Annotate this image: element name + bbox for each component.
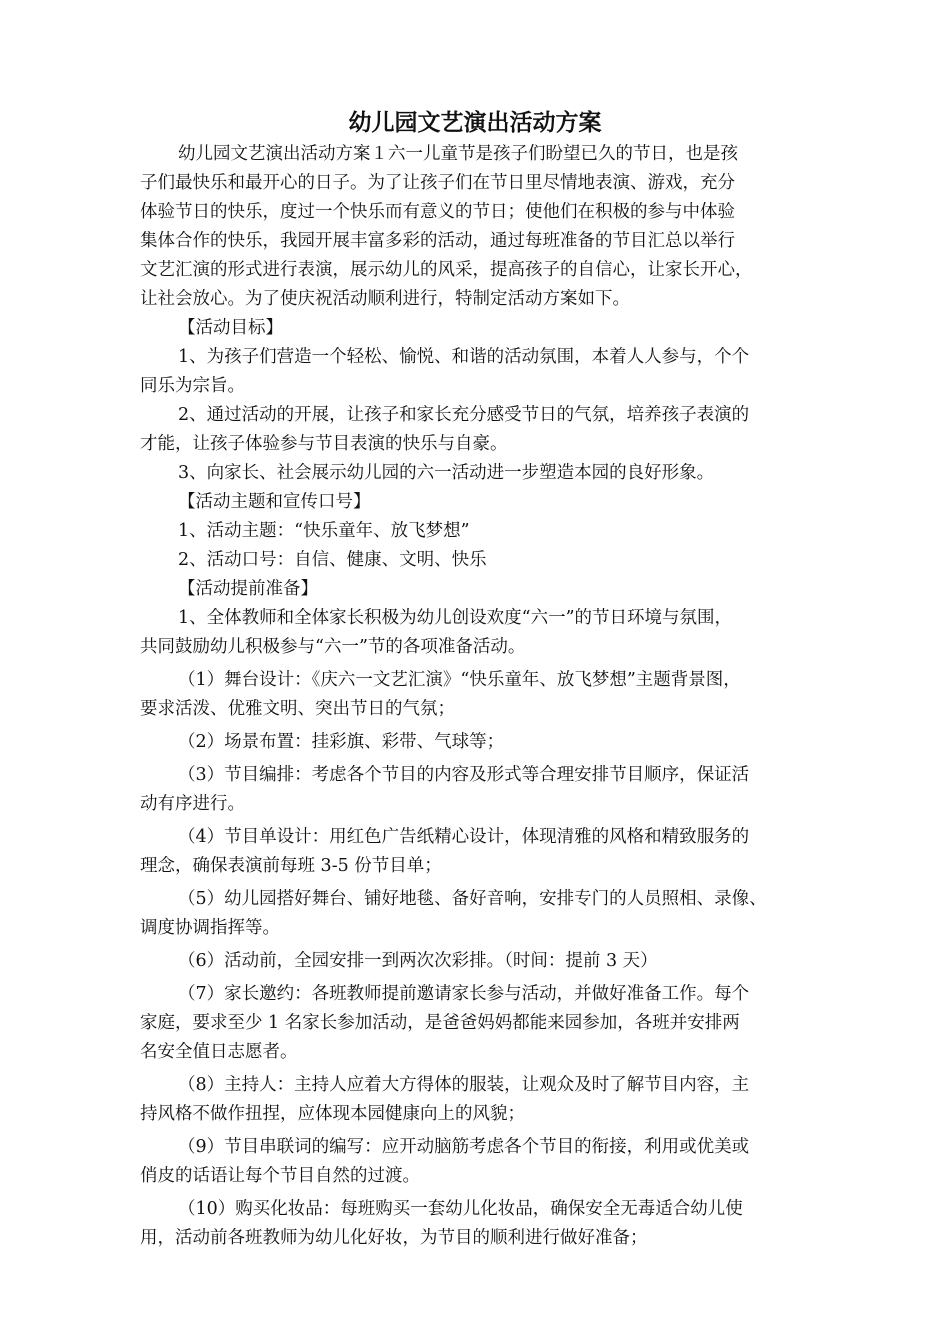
list-item-line: 要求活泼、优雅文明、突出节日的气氛； [140, 699, 455, 719]
paragraph-line: 1、全体教师和全体家长积极为幼儿创设欢度“六一”的节日环境与氛围， [178, 608, 733, 628]
paragraph-line: 让社会放心。为了使庆祝活动顺利进行，特制定活动方案如下。 [140, 289, 630, 309]
list-item-line: （7）家长邀约：各班教师提前邀请家长参与活动，并做好准备工作。每个 [178, 984, 750, 1004]
list-item-line: 调度协调指挥等。 [140, 918, 280, 938]
list-item-line: （8）主持人：主持人应着大方得体的服装，让观众及时了解节目内容，主 [178, 1075, 750, 1095]
section-heading: 【活动目标】 [178, 318, 283, 338]
list-item-line: 理念，确保表演前每班 3-5 份节目单； [140, 856, 442, 876]
paragraph-line: 2、活动口号：自信、健康、文明、快乐 [178, 550, 487, 570]
document-title: 幼儿园文艺演出活动方案 [348, 109, 602, 136]
paragraph-line: 子们最快乐和最开心的日子。为了让孩子们在节日里尽情地表演、游戏，充分 [140, 173, 735, 193]
section-heading: 【活动提前准备】 [178, 579, 318, 599]
section-heading: 【活动主题和宣传口号】 [178, 492, 371, 512]
list-item-line: 俏皮的话语让每个节目自然的过渡。 [140, 1166, 420, 1186]
paragraph-line: 才能，让孩子体验参与节目表演的快乐与自豪。 [140, 434, 508, 454]
list-item-line: 家庭，要求至少 1 名家长参加活动，是爸爸妈妈都能来园参加，各班并安排两 [140, 1013, 740, 1033]
paragraph-line: 1、为孩子们营造一个轻松、愉悦、和谐的活动氛围，本着人人参与，个个 [178, 347, 750, 367]
paragraph-line: 2、通过活动的开展，让孩子和家长充分感受节日的气氛，培养孩子表演的 [178, 405, 750, 425]
list-item-line: （1）舞台设计：《庆六一文艺汇演》“快乐童年、放飞梦想”主题背景图， [178, 670, 741, 690]
paragraph-line: 共同鼓励幼儿积极参与“六一”节的各项准备活动。 [140, 637, 526, 657]
list-item-line: 用，活动前各班教师为幼儿化好妆，为节目的顺利进行做好准备； [140, 1228, 648, 1248]
paragraph-line: 3、向家长、社会展示幼儿园的六一活动进一步塑造本园的良好形象。 [178, 463, 715, 483]
paragraph-line: 体验节日的快乐，度过一个快乐而有意义的节日；使他们在积极的参与中体验 [140, 202, 735, 222]
list-item-line: （10）购买化妆品：每班购买一套幼儿化妆品，确保安全无毒适合幼儿使 [178, 1199, 743, 1219]
list-item-line: （2）场景布置：挂彩旗、彩带、气球等； [178, 732, 505, 752]
paragraph-line: 同乐为宗旨。 [140, 376, 245, 396]
list-item-line: （3）节目编排：考虑各个节目的内容及形式等合理安排节目顺序，保证活 [178, 765, 750, 785]
list-item-line: （6）活动前，全园安排一到两次次彩排。（时间：提前 3 天） [178, 951, 658, 971]
list-item-line: （9）节目串联词的编写：应开动脑筋考虑各个节目的衔接，利用或优美或 [178, 1137, 750, 1157]
list-item-line: 名安全值日志愿者。 [140, 1042, 298, 1062]
list-item-line: （5）幼儿园搭好舞台、铺好地毯、备好音响，安排专门的人员照相、录像、 [178, 889, 767, 909]
paragraph-line: 1、活动主题：“快乐童年、放飞梦想” [178, 521, 470, 541]
document-body [140, 140, 812, 1253]
paragraph-line: 集体合作的快乐，我园开展丰富多彩的活动，通过每班准备的节目汇总以举行 [140, 231, 735, 251]
list-item-line: （4）节目单设计：用红色广告纸精心设计，体现清雅的风格和精致服务的 [178, 827, 750, 847]
list-item-line: 持风格不做作扭捏，应体现本园健康向上的风貌； [140, 1104, 525, 1124]
list-item-line: 动有序进行。 [140, 794, 245, 814]
paragraph-line: 文艺汇演的形式进行表演，展示幼儿的风采，提高孩子的自信心，让家长开心， [140, 260, 753, 280]
paragraph-line: 幼儿园文艺演出活动方案１六一儿童节是孩子们盼望已久的节日，也是孩 [178, 144, 738, 164]
